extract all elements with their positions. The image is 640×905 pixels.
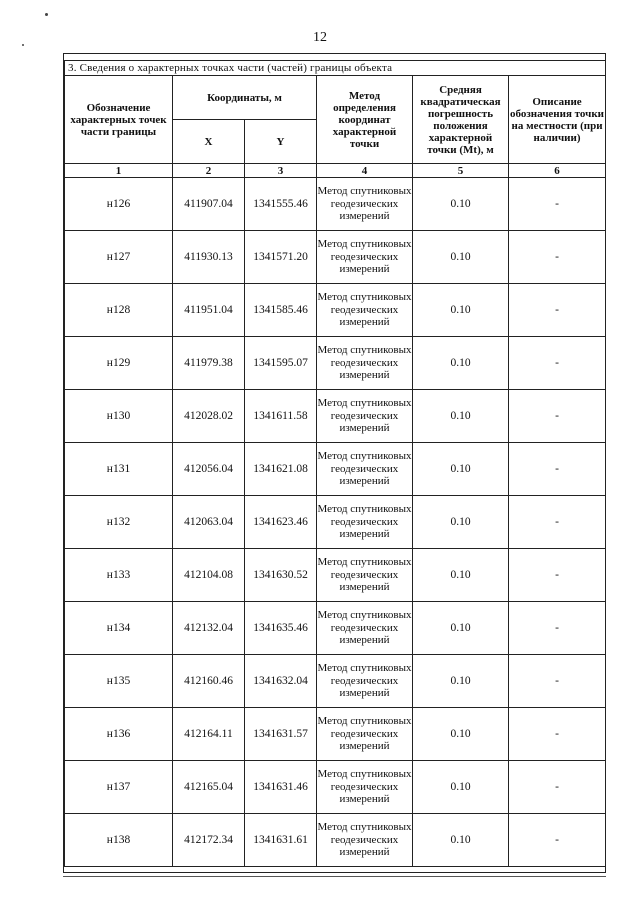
header-designation: Обозначение характерных точек части границы: [65, 76, 173, 164]
coord-x: 412160.46: [173, 655, 245, 708]
method-cell: Метод спутниковых геодезических измерений: [317, 549, 413, 602]
point-id: н132: [65, 496, 173, 549]
error-cell: 0.10: [413, 761, 509, 814]
coord-y: 1341621.08: [245, 443, 317, 496]
coord-y: 1341571.20: [245, 231, 317, 284]
coord-y: 1341635.46: [245, 602, 317, 655]
description-cell: -: [509, 231, 606, 284]
method-cell: Метод спутниковых геодезических измерений: [317, 178, 413, 231]
method-cell: Метод спутниковых геодезических измерений: [317, 231, 413, 284]
description-cell: -: [509, 602, 606, 655]
error-cell: 0.10: [413, 284, 509, 337]
coord-y: 1341623.46: [245, 496, 317, 549]
description-cell: -: [509, 443, 606, 496]
method-cell: Метод спутниковых геодезических измерений: [317, 284, 413, 337]
coord-x: 412056.04: [173, 443, 245, 496]
error-cell: 0.10: [413, 708, 509, 761]
method-cell: Метод спутниковых геодезических измерений: [317, 761, 413, 814]
table-row: [65, 284, 606, 337]
point-id: н126: [65, 178, 173, 231]
characteristic-points-table: [64, 60, 606, 867]
description-cell: -: [509, 284, 606, 337]
table-row: [65, 602, 606, 655]
coord-y: 1341631.46: [245, 761, 317, 814]
error-cell: 0.10: [413, 655, 509, 708]
column-number: 5: [413, 164, 509, 178]
point-id: н138: [65, 814, 173, 867]
error-cell: 0.10: [413, 496, 509, 549]
point-id: н131: [65, 443, 173, 496]
table-row: [65, 496, 606, 549]
point-id: н135: [65, 655, 173, 708]
error-cell: 0.10: [413, 443, 509, 496]
method-cell: Метод спутниковых геодезических измерений: [317, 602, 413, 655]
column-number: 6: [509, 164, 606, 178]
point-id: н127: [65, 231, 173, 284]
method-cell: Метод спутниковых геодезических измерений: [317, 337, 413, 390]
header-description: Описание обозначения точки на местности (при наличии): [509, 76, 606, 164]
coord-x: 411979.38: [173, 337, 245, 390]
coord-x: 411951.04: [173, 284, 245, 337]
table-row: [65, 708, 606, 761]
table-row: [65, 549, 606, 602]
description-cell: -: [509, 708, 606, 761]
column-number: 2: [173, 164, 245, 178]
coord-y: 1341595.07: [245, 337, 317, 390]
description-cell: -: [509, 337, 606, 390]
method-cell: Метод спутниковых геодезических измерений: [317, 496, 413, 549]
scan-speck: [45, 13, 48, 16]
coord-x: 411930.13: [173, 231, 245, 284]
table-row: [65, 655, 606, 708]
coord-x: 412164.11: [173, 708, 245, 761]
description-cell: -: [509, 814, 606, 867]
description-cell: -: [509, 178, 606, 231]
table-row: [65, 390, 606, 443]
error-cell: 0.10: [413, 337, 509, 390]
description-cell: -: [509, 655, 606, 708]
point-id: н134: [65, 602, 173, 655]
method-cell: Метод спутниковых геодезических измерений: [317, 814, 413, 867]
coord-x: 412028.02: [173, 390, 245, 443]
column-number: 4: [317, 164, 413, 178]
coord-y: 1341585.46: [245, 284, 317, 337]
error-cell: 0.10: [413, 390, 509, 443]
description-cell: -: [509, 761, 606, 814]
method-cell: Метод спутниковых геодезических измерений: [317, 708, 413, 761]
table-row: [65, 337, 606, 390]
point-id: н136: [65, 708, 173, 761]
header-y: Y: [245, 120, 317, 164]
coord-x: 412172.34: [173, 814, 245, 867]
point-id: н133: [65, 549, 173, 602]
description-cell: -: [509, 549, 606, 602]
point-id: н128: [65, 284, 173, 337]
error-cell: 0.10: [413, 549, 509, 602]
table-row: [65, 231, 606, 284]
coord-y: 1341611.58: [245, 390, 317, 443]
error-cell: 0.10: [413, 178, 509, 231]
coord-y: 1341555.46: [245, 178, 317, 231]
coord-x: 412132.04: [173, 602, 245, 655]
header-coordinates: Координаты, м: [173, 76, 317, 120]
method-cell: Метод спутниковых геодезических измерений: [317, 655, 413, 708]
point-id: н129: [65, 337, 173, 390]
header-error: Средняя квадратическая погрешность положения характерной точки (Mt), м: [413, 76, 509, 164]
method-cell: Метод спутниковых геодезических измерений: [317, 390, 413, 443]
point-id: н137: [65, 761, 173, 814]
error-cell: 0.10: [413, 231, 509, 284]
description-cell: -: [509, 496, 606, 549]
scan-speck: [22, 44, 24, 46]
table-row: [65, 178, 606, 231]
coord-y: 1341631.57: [245, 708, 317, 761]
coord-y: 1341632.04: [245, 655, 317, 708]
header-method: Метод определения координат характерной точки: [317, 76, 413, 164]
column-number: 1: [65, 164, 173, 178]
point-id: н130: [65, 390, 173, 443]
coord-x: 412165.04: [173, 761, 245, 814]
error-cell: 0.10: [413, 602, 509, 655]
header-x: X: [173, 120, 245, 164]
coord-x: 412104.08: [173, 549, 245, 602]
coord-y: 1341630.52: [245, 549, 317, 602]
frame-bottom-line: [63, 876, 606, 877]
table-row: [65, 761, 606, 814]
error-cell: 0.10: [413, 814, 509, 867]
method-cell: Метод спутниковых геодезических измерений: [317, 443, 413, 496]
section-title: 3. Сведения о характерных точках части (частей) границы объекта: [65, 61, 606, 76]
table-row: [65, 443, 606, 496]
column-number: 3: [245, 164, 317, 178]
coord-y: 1341631.61: [245, 814, 317, 867]
coord-x: 411907.04: [173, 178, 245, 231]
table-row: [65, 814, 606, 867]
page-number: 12: [313, 30, 327, 45]
coord-x: 412063.04: [173, 496, 245, 549]
description-cell: -: [509, 390, 606, 443]
